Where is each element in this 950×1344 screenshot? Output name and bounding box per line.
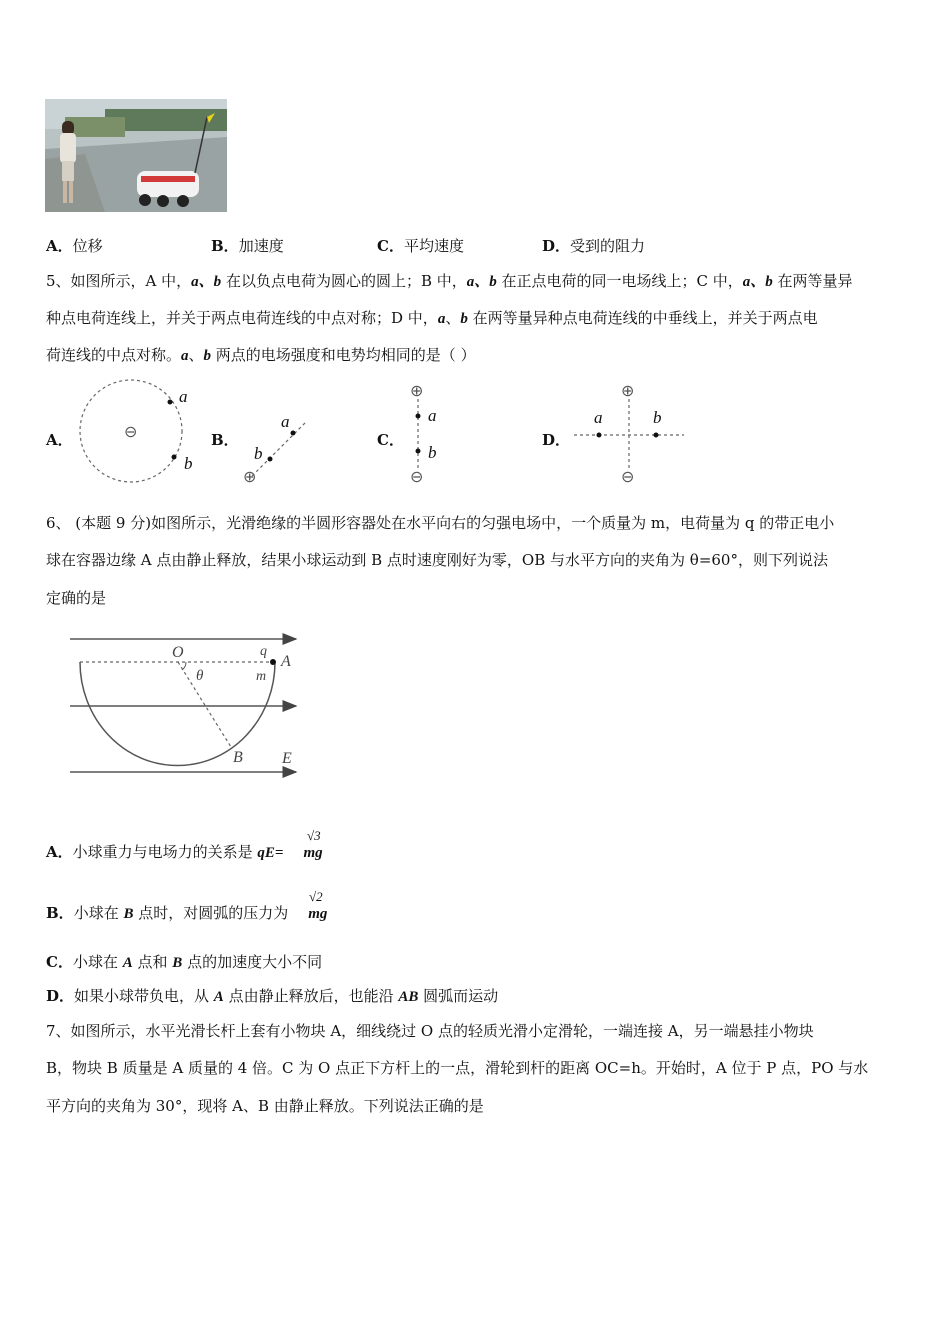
q5-diagram-b-label: B． xyxy=(211,431,239,449)
q4-option-d-label: D． xyxy=(542,237,571,255)
q5-b-point-a: a xyxy=(281,412,290,431)
q6-figure xyxy=(60,625,310,785)
q6-fig-theta: θ xyxy=(196,668,204,684)
q5-line1: 5、如图所示，A 中，a、b 在以负点电荷为圆心的圆上；B 中，a、b 在正点电荷的同一电场线上；C 中，a、b 在两等量异 xyxy=(46,272,853,290)
q6-option-d: D．如果小球带负电，从 A 点由静止释放后，也能沿 AB 圆弧而运动 xyxy=(46,987,499,1005)
q7-line1: 7、如图所示，水平光滑长杆上套有小物块 A，细线绕过 O 点的轻质光滑小定滑轮，一端连接 A，另一端悬挂小物块 xyxy=(46,1022,814,1040)
q5-line3: 荷连线的中点对称。a、b 两点的电场强度和电势均相同的是（ ） xyxy=(46,346,476,364)
q4-option-c-label: C． xyxy=(377,237,404,255)
q5-a-point-b: b xyxy=(184,454,193,473)
q5-c-point-a: a xyxy=(428,406,437,425)
q6-option-a-sqrt: √3 xyxy=(307,828,321,843)
q5-c-point-b: b xyxy=(428,443,437,462)
q6-option-c: C．小球在 A 点和 B 点的加速度大小不同 xyxy=(46,953,323,971)
robot-photo xyxy=(45,99,227,212)
q4-option-b-text: 加速度 xyxy=(238,237,284,255)
q5-diagrams xyxy=(0,375,950,490)
q7-line2: B，物块 B 质量是 A 质量的 4 倍。C 为 O 点正下方杆上的一点，滑轮到杆的距离 OC=h。开始时，A 位于 P 点，PO 与水 xyxy=(46,1059,869,1077)
q4-option-d-text: 受到的阻力 xyxy=(570,237,646,255)
q5-c-plus: ⊕ xyxy=(410,383,424,400)
q6-fig-b: B xyxy=(233,749,243,766)
q5-d-plus: ⊕ xyxy=(621,383,635,400)
q6-option-b-sqrt: √2 xyxy=(309,889,323,904)
q6-option-b: B．小球在 B 点时，对圆弧的压力为 mg xyxy=(46,904,328,922)
q5-diagram-a xyxy=(80,380,193,482)
q6-option-a: A．小球重力与电场力的关系是 qE= mg xyxy=(46,843,323,861)
q5-line2: 种点电荷连线上，并关于两点电荷连线的中点对称；D 中，a、b 在两等量异种点电荷连线的中垂线上，并关于两点电 xyxy=(46,309,818,327)
q6-fig-e: E xyxy=(282,750,292,767)
q5-b-plus: ⊕ xyxy=(243,469,257,486)
q4-option-a-label: A． xyxy=(46,237,73,255)
q5-d-point-a: a xyxy=(594,408,603,427)
q7-line3: 平方向的夹角为 30°，现将 A、B 由静止释放。下列说法正确的是 xyxy=(46,1097,484,1115)
q4-option-c-text: 平均速度 xyxy=(403,237,464,255)
q5-b-point-b: b xyxy=(254,444,263,463)
q5-diagram-d xyxy=(574,383,684,486)
q4-option-b-label: B． xyxy=(211,237,239,255)
q6-line3: 定确的是 xyxy=(46,589,107,607)
q6-line1: 6、 (本题 9 分)如图所示，光滑绝缘的半圆形容器处在水平向右的匀强电场中，一个质量为 m，电荷量为 q 的带正电小 xyxy=(46,514,835,532)
q6-fig-m: m xyxy=(256,669,267,684)
q5-c-minus: ⊖ xyxy=(410,469,424,486)
q4-option-a-text: 位移 xyxy=(72,237,103,255)
q5-d-minus: ⊖ xyxy=(621,469,635,486)
q5-a-point-a: a xyxy=(179,387,188,406)
q5-d-point-b: b xyxy=(653,408,662,427)
q5-diagram-d-label: D． xyxy=(542,431,571,449)
q5-diagram-c xyxy=(410,383,437,486)
q5-a-center-minus: ⊖ xyxy=(124,424,138,441)
q6-line2: 球在容器边缘 A 点由静止释放，结果小球运动到 B 点时速度刚好为零，OB 与水平方向的夹角为 θ=60°，则下列说法 xyxy=(46,551,828,569)
q6-fig-q: q xyxy=(260,644,267,659)
q5-diagram-a-label: A． xyxy=(46,431,73,449)
q5-diagram-b xyxy=(243,412,306,486)
q6-fig-a: A xyxy=(281,653,291,670)
q5-diagram-c-label: C． xyxy=(377,431,404,449)
q6-fig-o: O xyxy=(172,644,184,661)
